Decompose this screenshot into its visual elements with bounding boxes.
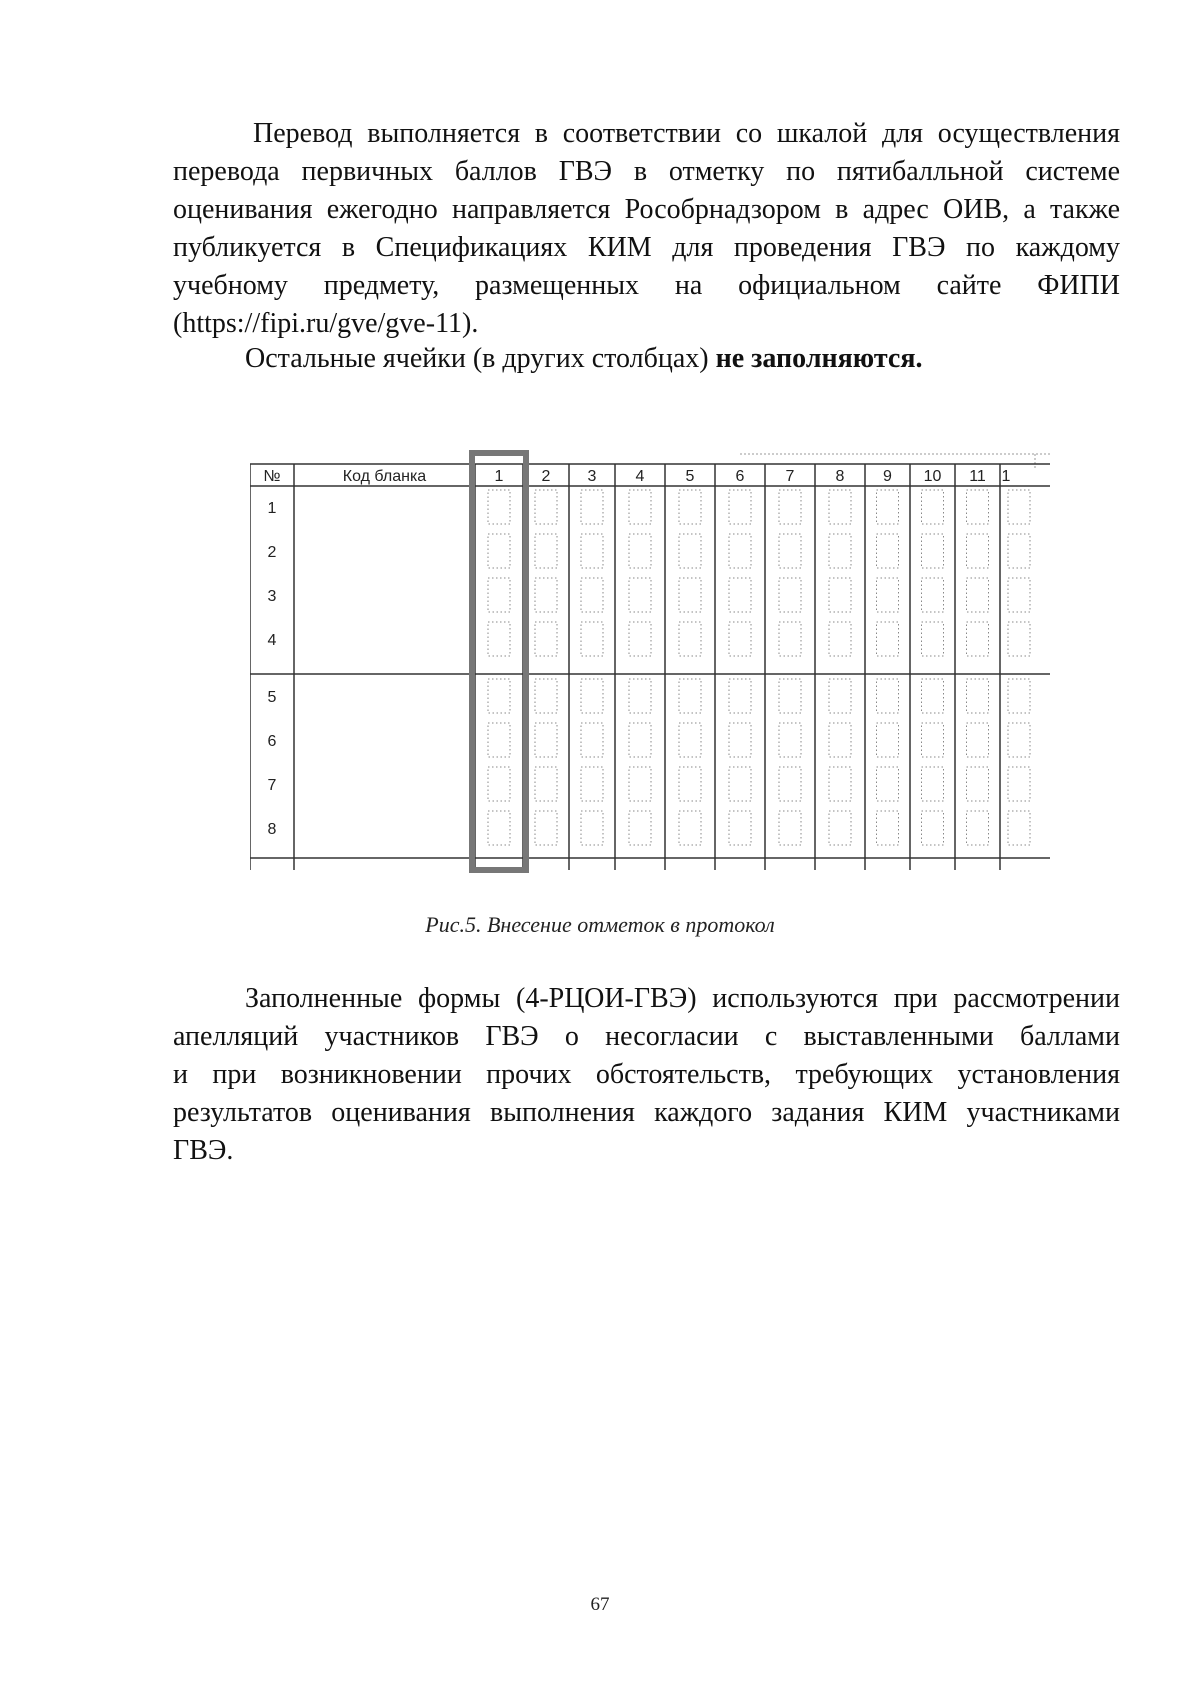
score-box — [1008, 723, 1030, 757]
protocol-table — [250, 450, 1050, 880]
score-box — [729, 578, 751, 612]
column-header-label: 7 — [785, 468, 795, 485]
score-box — [581, 679, 603, 713]
score-box — [877, 811, 899, 845]
score-box — [729, 679, 751, 713]
paragraph-line: Заполненные формы (4-РЦОИ-ГВЭ) используются при рассмотрении — [245, 983, 1120, 1014]
row-number-label: 1 — [267, 500, 277, 517]
score-box — [779, 811, 801, 845]
column-header-label: 1 — [494, 468, 504, 485]
paragraph-line: оценивания ежегодно направляется Рособрнадзором в адрес ОИВ, а также — [173, 194, 1120, 225]
score-box — [535, 534, 557, 568]
score-box — [877, 578, 899, 612]
score-box — [922, 811, 944, 845]
score-box — [581, 723, 603, 757]
score-box — [729, 622, 751, 656]
score-box — [967, 622, 989, 656]
score-box — [829, 490, 851, 524]
score-box — [1008, 490, 1030, 524]
score-box — [922, 723, 944, 757]
column-header-label: 2 — [541, 468, 551, 485]
column-header-label: 5 — [685, 468, 695, 485]
protocol-table-figure — [250, 450, 1050, 880]
score-box — [679, 679, 701, 713]
score-box — [729, 490, 751, 524]
score-box — [729, 534, 751, 568]
score-box — [779, 622, 801, 656]
paragraph-line: Перевод выполняется в соответствии со шкалой для осуществления — [253, 118, 1120, 149]
score-box — [967, 490, 989, 524]
page-number: 67 — [590, 1594, 610, 1615]
score-box — [629, 622, 651, 656]
score-box — [581, 622, 603, 656]
score-box — [535, 490, 557, 524]
score-box — [679, 767, 701, 801]
score-box — [488, 622, 510, 656]
score-box — [922, 767, 944, 801]
score-box — [535, 767, 557, 801]
score-box — [829, 534, 851, 568]
figure-caption: Рис.5. Внесение отметок в протокол — [425, 912, 775, 937]
row-number-label: 6 — [267, 733, 277, 750]
score-box — [922, 490, 944, 524]
column-header-label: 8 — [835, 468, 845, 485]
score-box — [581, 767, 603, 801]
score-box — [629, 578, 651, 612]
score-box — [779, 490, 801, 524]
score-box — [729, 723, 751, 757]
score-box — [1008, 534, 1030, 568]
score-box — [1008, 767, 1030, 801]
score-box — [679, 622, 701, 656]
score-box — [629, 490, 651, 524]
score-box — [535, 811, 557, 845]
header-code-label: Код бланка — [342, 468, 427, 485]
column-header-label: 1 — [1001, 468, 1011, 485]
paragraph-filled-forms — [173, 980, 1120, 1170]
score-box — [967, 679, 989, 713]
score-box — [488, 811, 510, 845]
score-box — [922, 679, 944, 713]
row-number-label: 5 — [267, 689, 277, 706]
score-box — [488, 578, 510, 612]
score-box — [535, 622, 557, 656]
paragraph-line: учебному предмету, размещенных на официальном сайте ФИПИ — [173, 270, 1120, 301]
score-box — [829, 679, 851, 713]
score-box — [581, 811, 603, 845]
score-box — [829, 767, 851, 801]
score-box — [535, 578, 557, 612]
score-box — [488, 490, 510, 524]
score-box — [629, 679, 651, 713]
score-box — [1008, 622, 1030, 656]
row-number-label: 4 — [267, 632, 277, 649]
score-box — [877, 622, 899, 656]
paragraph-line: и при возникновении прочих обстоятельств, требующих установления — [173, 1059, 1120, 1090]
column-header-label: 10 — [923, 468, 942, 485]
header-number-label: № — [263, 468, 281, 485]
score-box — [779, 679, 801, 713]
score-box — [679, 811, 701, 845]
paragraph-bold-text: не заполняются. — [715, 343, 923, 374]
score-box — [488, 679, 510, 713]
row-number-label: 8 — [267, 821, 277, 838]
score-box — [1008, 679, 1030, 713]
score-box — [535, 723, 557, 757]
score-box — [829, 578, 851, 612]
column-header-label: 4 — [635, 468, 645, 485]
score-box — [679, 578, 701, 612]
score-box — [922, 578, 944, 612]
score-box — [488, 534, 510, 568]
column-header-label: 3 — [587, 468, 597, 485]
paragraph-line: результатов оценивания выполнения каждого задания КИМ участниками — [173, 1097, 1120, 1128]
score-box — [829, 811, 851, 845]
score-box — [877, 723, 899, 757]
paragraph-grading-scale — [173, 115, 1120, 343]
column-header-label: 11 — [969, 468, 986, 485]
row-number-label: 2 — [267, 544, 277, 561]
score-box — [877, 490, 899, 524]
score-box — [581, 534, 603, 568]
score-box — [829, 723, 851, 757]
score-box — [488, 723, 510, 757]
score-box — [1008, 578, 1030, 612]
column-header-label: 9 — [883, 468, 892, 485]
score-box — [581, 578, 603, 612]
score-box — [779, 534, 801, 568]
paragraph-line: апелляций участников ГВЭ о несогласии с выставленными баллами — [173, 1021, 1120, 1052]
score-box — [679, 723, 701, 757]
score-box — [629, 767, 651, 801]
score-box — [629, 534, 651, 568]
score-box — [535, 679, 557, 713]
table-grid — [250, 453, 1050, 870]
paragraph-text: Остальные ячейки (в других столбцах) — [245, 343, 716, 374]
highlighted-column-frame — [472, 453, 526, 870]
score-box — [829, 622, 851, 656]
score-box — [967, 811, 989, 845]
paragraph-line: перевода первичных баллов ГВЭ в отметку по пятибалльной системе — [173, 156, 1120, 187]
score-box — [1008, 811, 1030, 845]
score-box — [967, 578, 989, 612]
score-box — [679, 534, 701, 568]
paragraph-line: ГВЭ. — [173, 1135, 234, 1166]
paragraph-line: публикуется в Спецификациях КИМ для проведения ГВЭ по каждому — [173, 232, 1120, 263]
score-box — [967, 767, 989, 801]
score-box — [877, 534, 899, 568]
score-box — [779, 767, 801, 801]
score-box — [629, 811, 651, 845]
score-box — [679, 490, 701, 524]
score-box — [967, 723, 989, 757]
score-box — [779, 578, 801, 612]
column-header-label: 6 — [735, 468, 745, 485]
score-box — [581, 490, 603, 524]
score-box — [729, 767, 751, 801]
row-number-label: 7 — [267, 777, 277, 794]
score-box — [922, 534, 944, 568]
score-box — [967, 534, 989, 568]
score-box — [877, 679, 899, 713]
score-box — [488, 767, 510, 801]
paragraph-line: (https://fipi.ru/gve/gve-11). — [173, 308, 479, 339]
score-box — [729, 811, 751, 845]
score-box — [629, 723, 651, 757]
score-box — [779, 723, 801, 757]
row-number-label: 3 — [267, 588, 277, 605]
paragraph-other-cells — [173, 340, 1120, 378]
score-box — [877, 767, 899, 801]
score-box — [922, 622, 944, 656]
